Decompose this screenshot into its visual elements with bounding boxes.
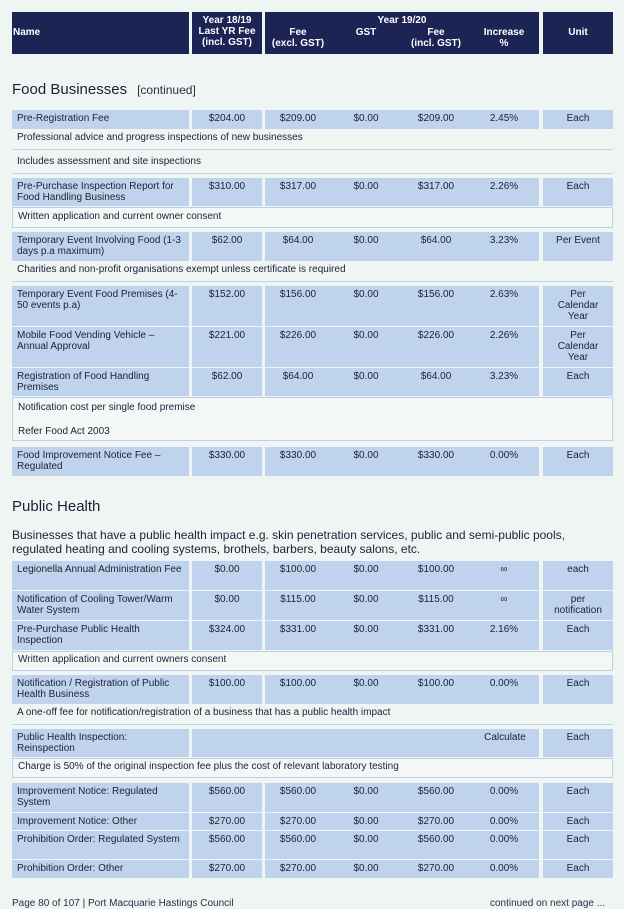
row-last-fee: $560.00 <box>192 831 262 859</box>
row-year-fees: $209.00 $0.00 $209.00 2.45% <box>265 110 539 129</box>
row-note: Written application and current owner consent <box>12 207 613 228</box>
table-row <box>12 621 613 650</box>
row-unit: Per Event <box>543 232 613 261</box>
row-last-fee: $324.00 <box>192 621 262 650</box>
row-year-fees: $100.00 $0.00 $100.00 0.00% <box>265 675 539 704</box>
table-row <box>12 447 613 476</box>
row-year-fees: Calculate <box>192 729 539 757</box>
row-year-fees: $270.00 $0.00 $270.00 0.00% <box>265 813 539 830</box>
row-name: Mobile Food Vending Vehicle – Annual Approval <box>12 327 189 367</box>
row-last-fee: $204.00 <box>192 110 262 129</box>
row-name: Legionella Annual Administration Fee <box>12 561 189 590</box>
row-year-fees: $64.00 $0.00 $64.00 3.23% <box>265 368 539 396</box>
row-name: Prohibition Order: Regulated System <box>12 831 189 859</box>
table-row <box>12 561 613 590</box>
row-name: Public Health Inspection: Reinspection <box>12 729 189 757</box>
row-last-fee: $310.00 <box>192 178 262 206</box>
header-last-year: Year 18/19 Last YR Fee (incl. GST) <box>192 12 262 54</box>
table-row <box>12 860 613 878</box>
row-last-fee: $270.00 <box>192 813 262 830</box>
table-row <box>12 675 613 704</box>
row-year-fees: $64.00 $0.00 $64.00 3.23% <box>265 232 539 261</box>
header-name: Name <box>12 12 189 54</box>
row-unit: Each <box>543 675 613 704</box>
row-name: Pre-Registration Fee <box>12 110 189 129</box>
row-year-fees: $156.00 $0.00 $156.00 2.63% <box>265 286 539 326</box>
row-last-fee: $0.00 <box>192 591 262 620</box>
table-row <box>12 368 613 396</box>
row-name: Pre-Purchase Inspection Report for Food Handling Business <box>12 178 189 206</box>
row-name: Notification / Registration of Public Health Business <box>12 675 189 704</box>
row-year-fees: $100.00 $0.00 $100.00 ∞ <box>265 561 539 590</box>
table-row <box>12 729 613 757</box>
row-year-fees: $560.00 $0.00 $560.00 0.00% <box>265 783 539 812</box>
table-row <box>12 232 613 261</box>
table-row <box>12 286 613 326</box>
row-year-fees: $560.00 $0.00 $560.00 0.00% <box>265 831 539 859</box>
row-last-fee: $100.00 <box>192 675 262 704</box>
row-year-fees: $331.00 $0.00 $331.00 2.16% <box>265 621 539 650</box>
row-unit: Each <box>543 110 613 129</box>
table-row <box>12 110 613 129</box>
row-unit: Each <box>543 860 613 878</box>
row-name: Improvement Notice: Regulated System <box>12 783 189 812</box>
row-note: Written application and current owners consent <box>12 651 613 671</box>
row-last-fee: $62.00 <box>192 232 262 261</box>
header-unit: Unit <box>543 12 613 54</box>
footer-continued: continued on next page ... <box>490 898 606 909</box>
row-unit: Per Calendar Year <box>543 327 613 367</box>
row-year-fees: $115.00 $0.00 $115.00 ∞ <box>265 591 539 620</box>
row-unit: Each <box>543 621 613 650</box>
row-last-fee: $270.00 <box>192 860 262 878</box>
row-last-fee: $330.00 <box>192 447 262 476</box>
row-note: Includes assessment and site inspections <box>12 154 613 174</box>
row-name: Improvement Notice: Other <box>12 813 189 830</box>
row-name: Pre-Purchase Public Health Inspection <box>12 621 189 650</box>
row-year-fees: $270.00 $0.00 $270.00 0.00% <box>265 860 539 878</box>
section-intro: Businesses that have a public health impact e.g. skin penetration services, public and semi-public pools, regulated heating and cooling systems, brothels, barbers, beauty salons, etc. <box>12 528 565 556</box>
row-note: A one-off fee for notification/registration of a business that has a public health impact <box>12 705 613 725</box>
table-row <box>12 327 613 367</box>
section-title-public-health: Public Health <box>12 498 101 515</box>
row-note: Charities and non-profit organisations exempt unless certificate is required <box>12 262 613 282</box>
row-name: Food Improvement Notice Fee – Regulated <box>12 447 189 476</box>
row-last-fee: $0.00 <box>192 561 262 590</box>
row-unit: Each <box>543 368 613 396</box>
row-unit: Each <box>543 813 613 830</box>
row-name: Prohibition Order: Other <box>12 860 189 878</box>
row-unit: per notification <box>543 591 613 620</box>
row-last-fee: $62.00 <box>192 368 262 396</box>
row-unit: Each <box>543 447 613 476</box>
row-year-fees: $226.00 $0.00 $226.00 2.26% <box>265 327 539 367</box>
row-year-fees: $330.00 $0.00 $330.00 0.00% <box>265 447 539 476</box>
row-last-fee: $152.00 <box>192 286 262 326</box>
row-last-fee: $221.00 <box>192 327 262 367</box>
row-note: Professional advice and progress inspections of new businesses <box>12 130 613 150</box>
table-row <box>12 178 613 206</box>
row-unit: Per Calendar Year <box>543 286 613 326</box>
row-unit: each <box>543 561 613 590</box>
row-name: Notification of Cooling Tower/Warm Water System <box>12 591 189 620</box>
row-year-fees: $317.00 $0.00 $317.00 2.26% <box>265 178 539 206</box>
table-row <box>12 813 613 830</box>
table-header <box>12 12 613 54</box>
row-note: Charge is 50% of the original inspection fee plus the cost of relevant laboratory testing <box>12 758 613 778</box>
footer-page-info: Page 80 of 107 | Port Macquarie Hastings Council <box>12 898 234 909</box>
row-last-fee: $560.00 <box>192 783 262 812</box>
row-unit: Each <box>543 729 613 757</box>
table-row <box>12 591 613 620</box>
section-title-food: Food Businesses [continued] <box>12 81 196 98</box>
table-row <box>12 831 613 859</box>
row-name: Temporary Event Food Premises (4-50 events p.a) <box>12 286 189 326</box>
row-note: Notification cost per single food premise Refer Food Act 2003 <box>12 397 613 441</box>
header-year-19-20: Year 19/20 Fee (excl. GST) GST Fee (incl. GST) Increase % <box>265 12 539 54</box>
row-name: Registration of Food Handling Premises <box>12 368 189 396</box>
table-row <box>12 783 613 812</box>
row-unit: Each <box>543 178 613 206</box>
row-unit: Each <box>543 783 613 812</box>
row-name: Temporary Event Involving Food (1-3 days p.a maximum) <box>12 232 189 261</box>
row-unit: Each <box>543 831 613 859</box>
